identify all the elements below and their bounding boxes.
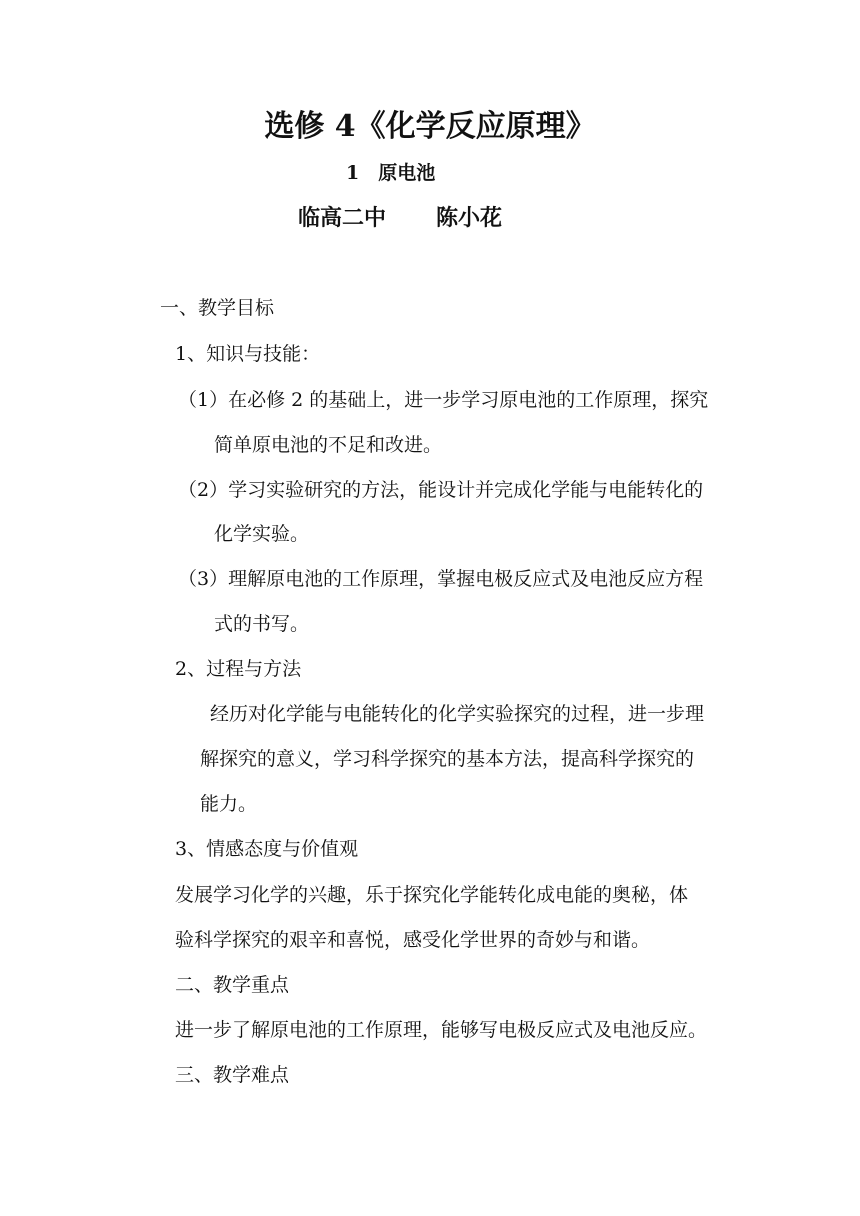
knowledge-item-3-line-2: 式的书写。	[214, 613, 310, 635]
author-name: 陈小花	[436, 205, 503, 231]
subsection-heading-process: 2、过程与方法	[175, 658, 302, 680]
process-line-3: 能力。	[200, 793, 258, 815]
section-heading-objectives: 一、教学目标	[160, 297, 275, 319]
lesson-title: 1 原电池	[346, 162, 436, 184]
attitude-line-2: 验科学探究的艰辛和喜悦，感受化学世界的奇妙与和谐。	[175, 929, 651, 951]
subsection-heading-attitude: 3、情感态度与价值观	[175, 838, 359, 860]
knowledge-item-2-line-2: 化学实验。	[214, 523, 310, 545]
attitude-line-1: 发展学习化学的兴趣，乐于探究化学能转化成电能的奥秘，体	[175, 884, 689, 906]
section-heading-difficulties: 三、教学难点	[175, 1064, 290, 1086]
key-points-line-1: 进一步了解原电池的工作原理，能够写电极反应式及电池反应。	[175, 1019, 708, 1041]
subsection-heading-knowledge: 1、知识与技能：	[175, 343, 321, 365]
process-line-2: 解探究的意义，学习科学探究的基本方法，提高科学探究的	[200, 748, 695, 770]
knowledge-item-1-line-1: （1）在必修 2 的基础上，进一步学习原电池的工作原理，探究	[178, 389, 709, 411]
knowledge-item-1-line-2: 简单原电池的不足和改进。	[214, 434, 443, 456]
process-line-1: 经历对化学能与电能转化的化学实验探究的过程，进一步理	[210, 703, 705, 725]
document-title: 选修 4《化学反应原理》	[264, 109, 596, 144]
knowledge-item-2-line-1: （2）学习实验研究的方法，能设计并完成化学能与电能转化的	[178, 479, 704, 501]
knowledge-item-3-line-1: （3）理解原电池的工作原理，掌握电极反应式及电池反应方程	[178, 568, 704, 590]
section-heading-key-points: 二、教学重点	[175, 974, 290, 996]
school-name: 临高二中	[298, 205, 387, 231]
